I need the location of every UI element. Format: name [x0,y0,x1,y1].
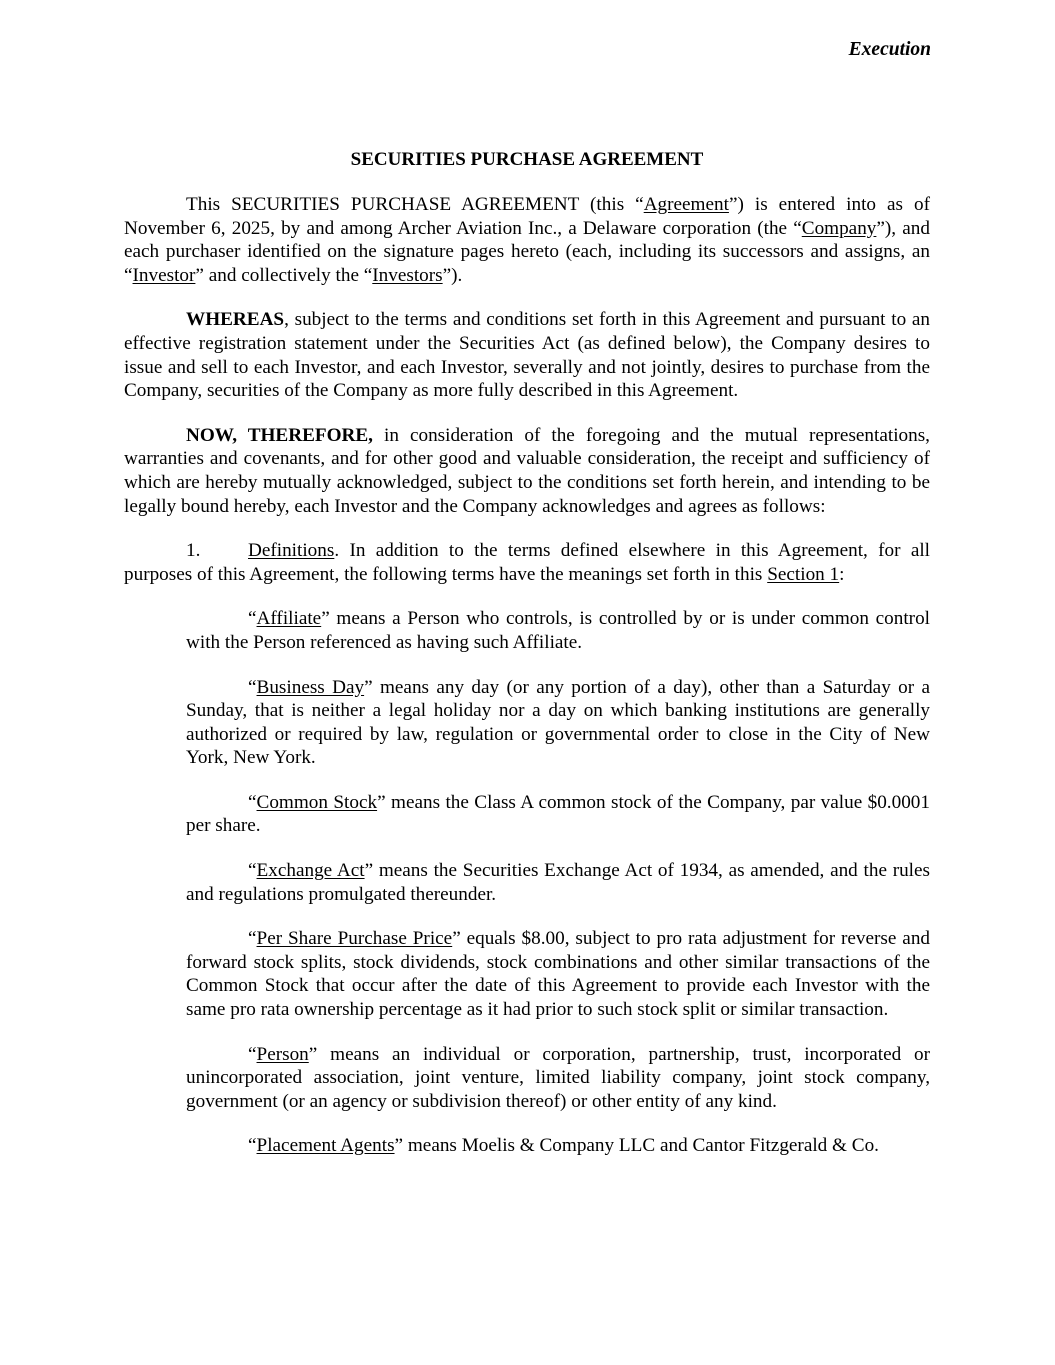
now-therefore-paragraph [124,424,930,518]
definition-text: means the Securities Exchange Act of 1934, as amended, and the rules and regulations promulgated thereunder. [186,860,930,905]
intro-text-3: ”), and each purchaser identified on the signature pages hereto (each, including its successors and assigns, an “ [124,217,930,286]
quote-close: ” [377,791,386,813]
defined-term: Exchange Act [256,860,365,882]
section-1-paragraph [124,539,930,586]
quote-close: ” [321,608,330,630]
intro-paragraph [124,193,930,287]
document-title: SECURITIES PURCHASE AGREEMENT [350,149,704,170]
definition-text: equals $8.00, subject to pro rata adjustment for reverse and forward stock splits, stock dividends, stock combinations and other similar transactions of the Common Stock that occur after the date of this Agreement to provide each Investor with the same pro rata ownership percentage as it had prior to such stock split or similar transaction. [186,928,931,1021]
defined-term-company: Company [801,217,877,239]
quote-close: ” [364,676,373,698]
document-body [124,193,930,1179]
definition-text: means any day (or any portion of a day), other than a Saturday or a Sunday, that is neither a legal holiday nor a day on which banking institutions are generally authorized or required by law, regulation or governmental order to close in the City of New York, New York. [186,676,931,769]
defined-term: Placement Agents [256,1135,395,1157]
quote-open: “ [248,791,257,813]
section-number: 1. [186,540,201,562]
defined-term-investors: Investors [372,264,443,286]
section-reference: Section 1 [767,563,840,585]
whereas-text: , subject to the terms and conditions set forth in this Agreement and pursuant to an effective registration statement under the Securities Act (as defined below), the Company desires to issue and sell to each Investor, and each Investor, severally and not jointly, desires to purchase from the Company, securities of the Company as more fully described in this Agreement. [124,309,930,402]
quote-open: “ [248,608,257,630]
defined-term: Affiliate [256,608,322,630]
now-therefore-lead: NOW, THEREFORE, [186,424,373,446]
section-text-2: : [839,563,845,585]
whereas-paragraph [124,308,930,402]
definition-text: means an individual or corporation, partnership, trust, incorporated or unincorporated association, joint venture, limited liability company, joint stock company, government (or an agency or subdivision thereof) or other entity of any kind. [186,1043,930,1112]
quote-close: ” [452,928,461,950]
quote-close: ” [364,860,374,882]
definition-text: means a Person who controls, is controlled by or is under common control with the Person referenced as having such Affiliate. [186,608,930,653]
definition-text: means Moelis & Company LLC and Cantor Fitzgerald & Co. [403,1135,879,1157]
quote-close: ” [394,1135,404,1157]
intro-text-2: ”) is entered into as of November 6, 2025, by and among Archer Aviation Inc., a Delaware corporation (the “ [124,194,930,239]
whereas-lead: WHEREAS [186,309,285,331]
definition-affiliate [186,607,930,654]
intro-text-5: ”). [442,264,463,286]
quote-open: “ [248,1043,257,1065]
quote-open: “ [248,1135,257,1157]
quote-open: “ [248,676,257,698]
execution-label: Execution [848,39,931,60]
defined-term: Business Day [256,676,365,698]
now-therefore-text: in consideration of the foregoing and the mutual representations, warranties and covenants, and for other good and valuable consideration, the receipt and sufficiency of which are hereby mutually acknowledged, subject to the conditions set forth herein, and intending to be legally bound hereby, each Investor and the Company acknowledges and agrees as follows: [124,424,930,517]
definition-placement-agents [186,1134,930,1158]
defined-term: Person [256,1043,309,1065]
defined-term: Common Stock [256,791,378,813]
quote-open: “ [248,860,257,882]
definition-per-share-purchase-price [186,927,930,1021]
section-heading: Definitions [248,540,335,562]
quote-close: ” [308,1043,318,1065]
defined-term: Per Share Purchase Price [256,928,453,950]
intro-text-4: ” and collectively the “ [195,264,373,286]
definition-person [186,1043,930,1114]
quote-open: “ [248,928,257,950]
definition-business-day [186,676,930,770]
definition-text: means the Class A common stock of the Company, par value $0.0001 per share. [186,791,930,837]
intro-text-1: This SECURITIES PURCHASE AGREEMENT (this “ [186,194,644,215]
defined-term-investor: Investor [132,264,196,286]
definition-common-stock [186,791,930,838]
defined-term-agreement: Agreement [643,194,729,215]
section-text-1: . In addition to the terms defined elsewhere in this Agreement, for all purposes of this Agreement, the following terms have the meanings set forth in this [124,540,930,585]
definition-exchange-act [186,859,930,906]
